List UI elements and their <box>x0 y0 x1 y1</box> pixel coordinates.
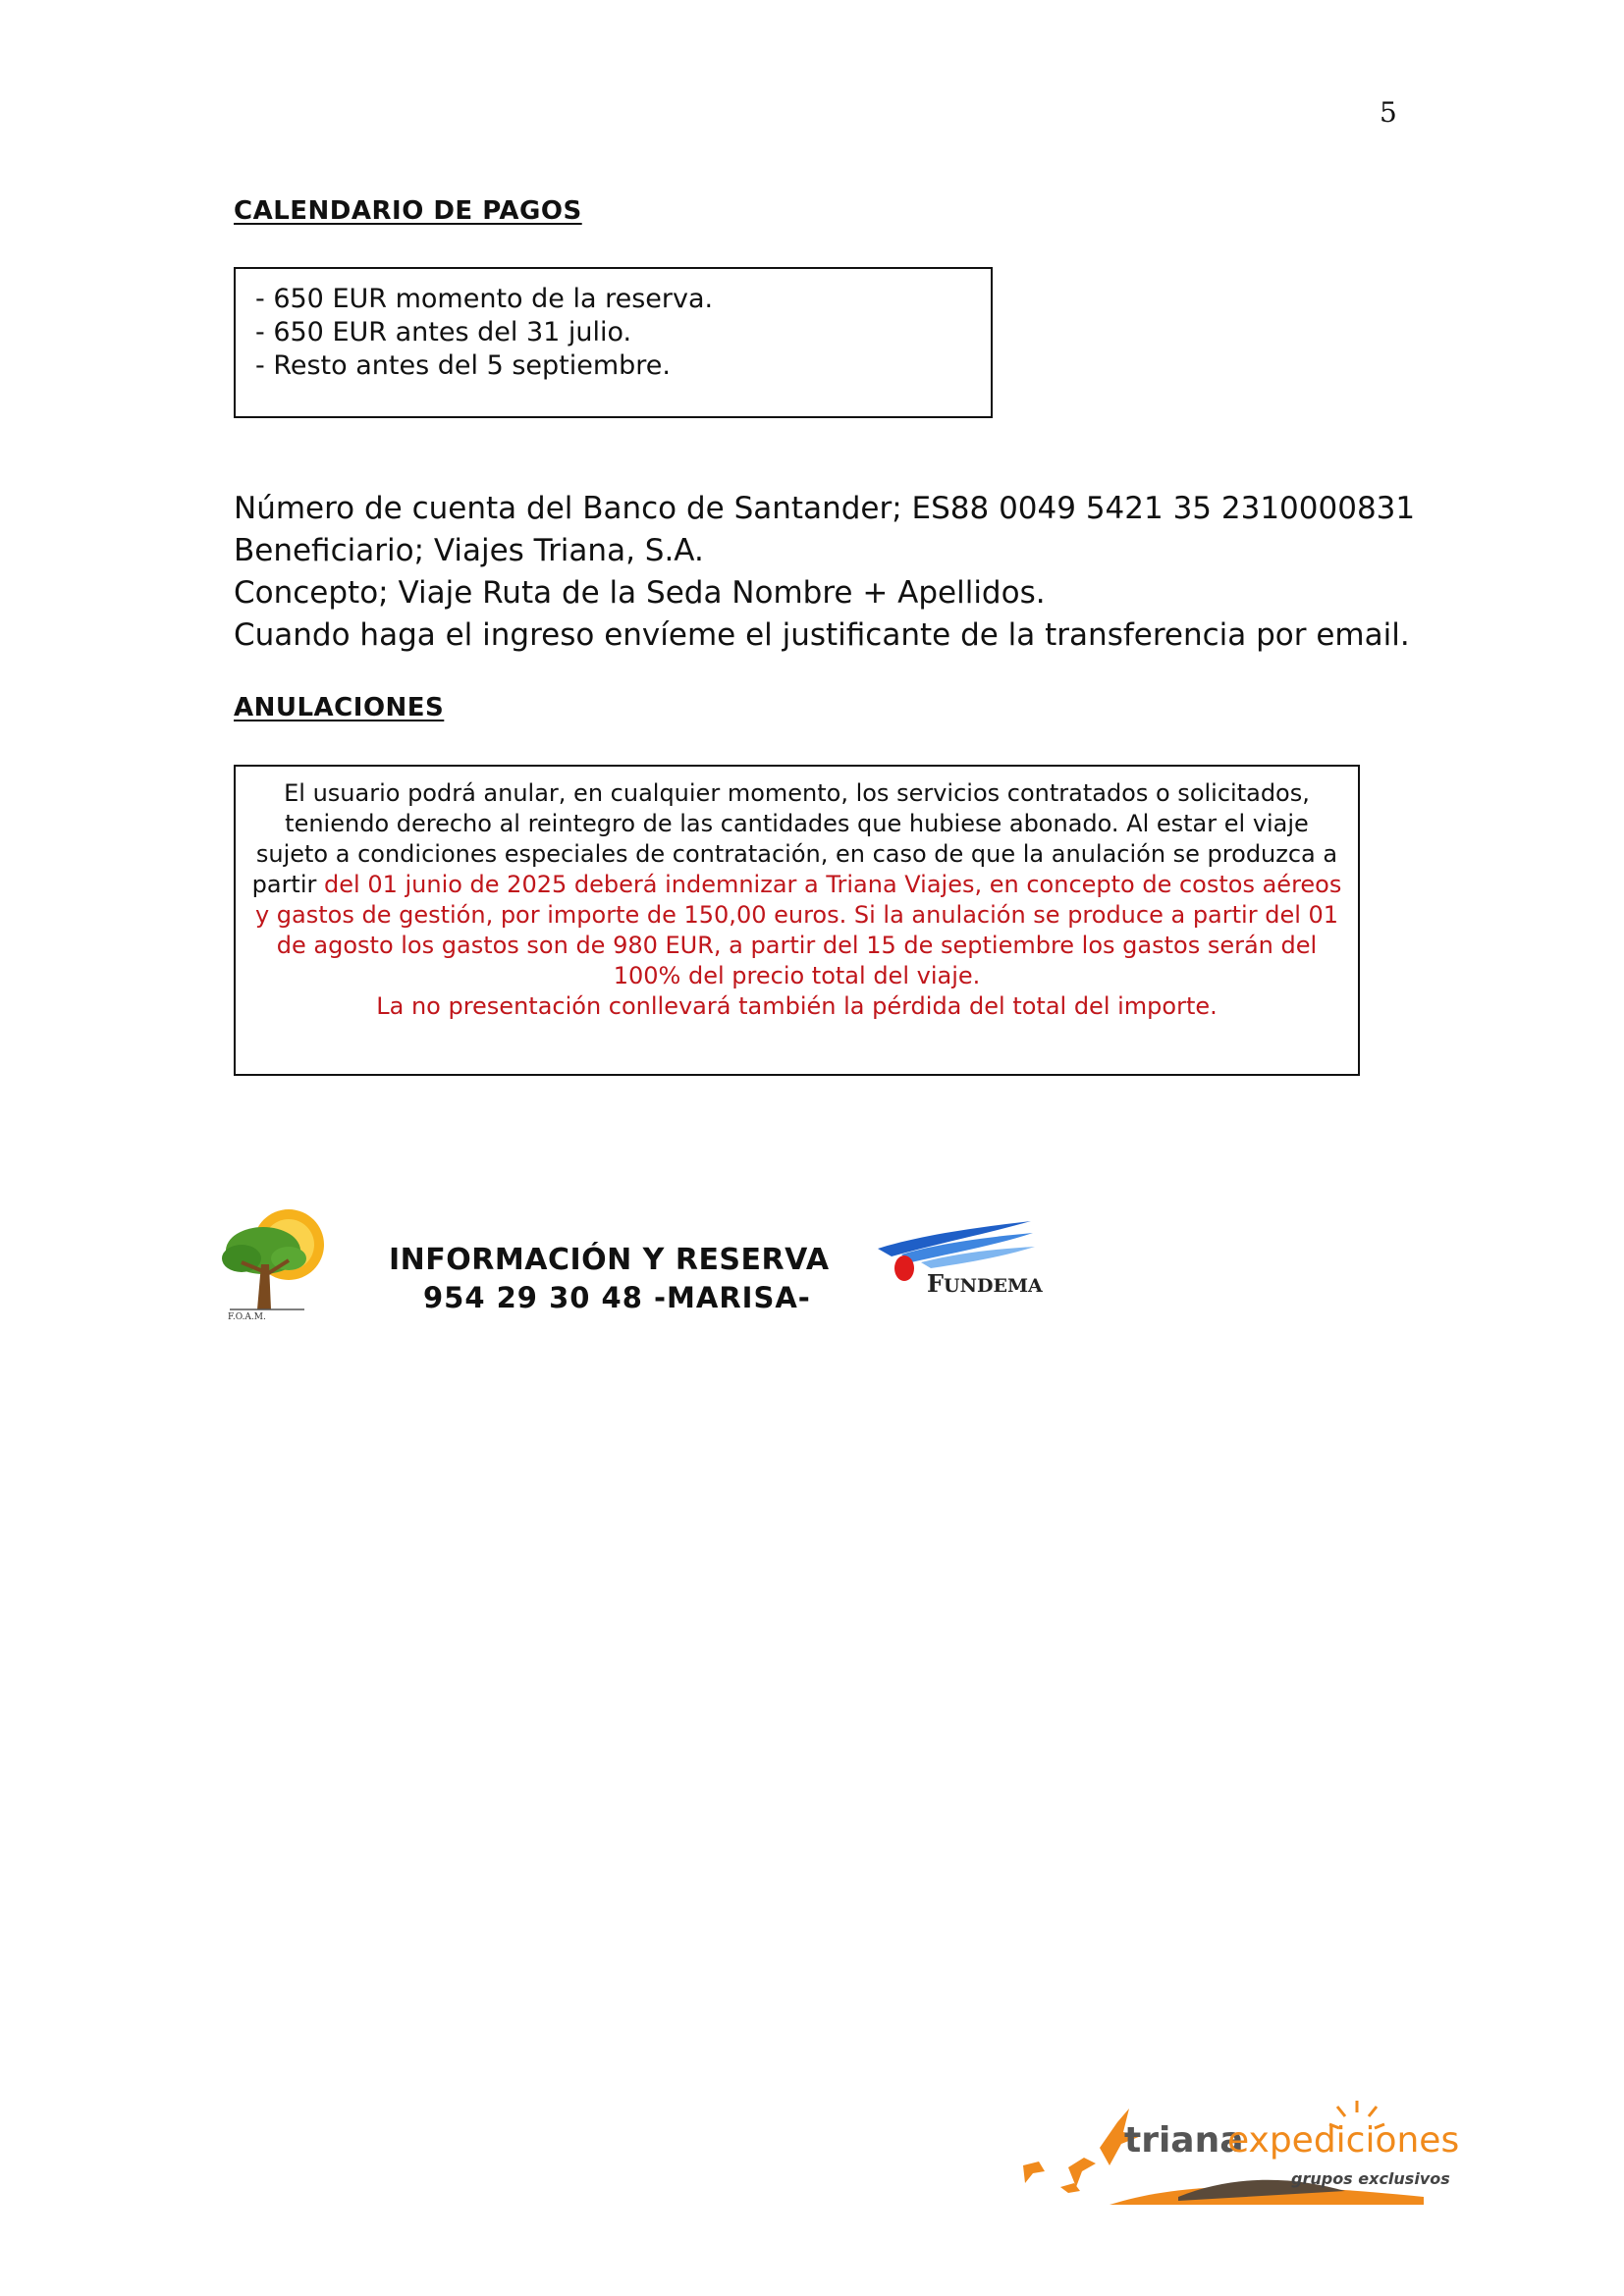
no-show-text: La no presentación conllevará también la pérdida del total del importe. <box>376 992 1218 1020</box>
foam-logo <box>212 1207 330 1320</box>
page-number: 5 <box>1380 96 1397 129</box>
payment-line: - Resto antes del 5 septiembre. <box>255 350 671 381</box>
info-reserva <box>389 1243 840 1314</box>
bird-icon <box>1068 2158 1096 2187</box>
cancellation-penalties-text: del 01 junio de 2025 deberá indemnizar a Triana Viajes, en concepto de costos aéreos y gastos de gestión, por importe de 150,00 euros. Si la anulación se produce a partir del 01 de agosto los gastos son de 980 EUR, a partir del 15 de septiembre los gastos serán del 100% del precio total del viaje. <box>254 871 1342 989</box>
fundema-initial: F <box>927 1269 945 1298</box>
fundema-wordmark <box>927 1269 1043 1298</box>
transfer-note-line: Cuando haga el ingreso envíeme el justificante de la transferencia por email. <box>234 617 1410 653</box>
info-title: INFORMACIÓN Y RESERVA <box>389 1243 830 1277</box>
fundema-drop-shape <box>894 1255 914 1281</box>
info-phone: 954 29 30 48 -MARISA- <box>423 1281 811 1314</box>
payments-heading: CALENDARIO DE PAGOS <box>234 196 582 226</box>
expediciones-wordmark: expediciones <box>1227 2120 1460 2161</box>
payments-box <box>234 267 993 418</box>
payment-line: - 650 EUR antes del 31 julio. <box>255 317 632 347</box>
cancellation-text: El usuario podrá anular, en cualquier momento, los servicios contratados o solicitados, teniendo derecho al reintegro de las cantidades que hubiese abonado. Al estar el viaje sujeto a condiciones especiales de contratación, en caso de que la anulación se produzca a partir <box>251 779 1338 898</box>
cancellations-box <box>234 765 1360 1076</box>
bank-account-line: Número de cuenta del Banco de Santander; ES88 0049 5421 35 2310000831 <box>234 491 1416 526</box>
bird-icon <box>1023 2162 1045 2183</box>
cancellations-heading: ANULACIONES <box>234 693 445 722</box>
payment-line: - 650 EUR momento de la reserva. <box>255 284 714 314</box>
triana-wordmark: triana <box>1124 2120 1244 2161</box>
concept-line: Concepto; Viaje Ruta de la Seda Nombre + Apellidos. <box>234 575 1046 611</box>
fundema-rest: UNDEMA <box>944 1275 1043 1297</box>
grupos-exclusivos-tagline: grupos exclusivos <box>1291 2169 1450 2188</box>
bird-icon <box>1060 2183 1080 2193</box>
foam-caption: F.O.A.M. <box>228 1312 266 1320</box>
bank-info <box>234 488 1415 657</box>
beneficiary-line: Beneficiario; Viajes Triana, S.A. <box>234 533 704 568</box>
